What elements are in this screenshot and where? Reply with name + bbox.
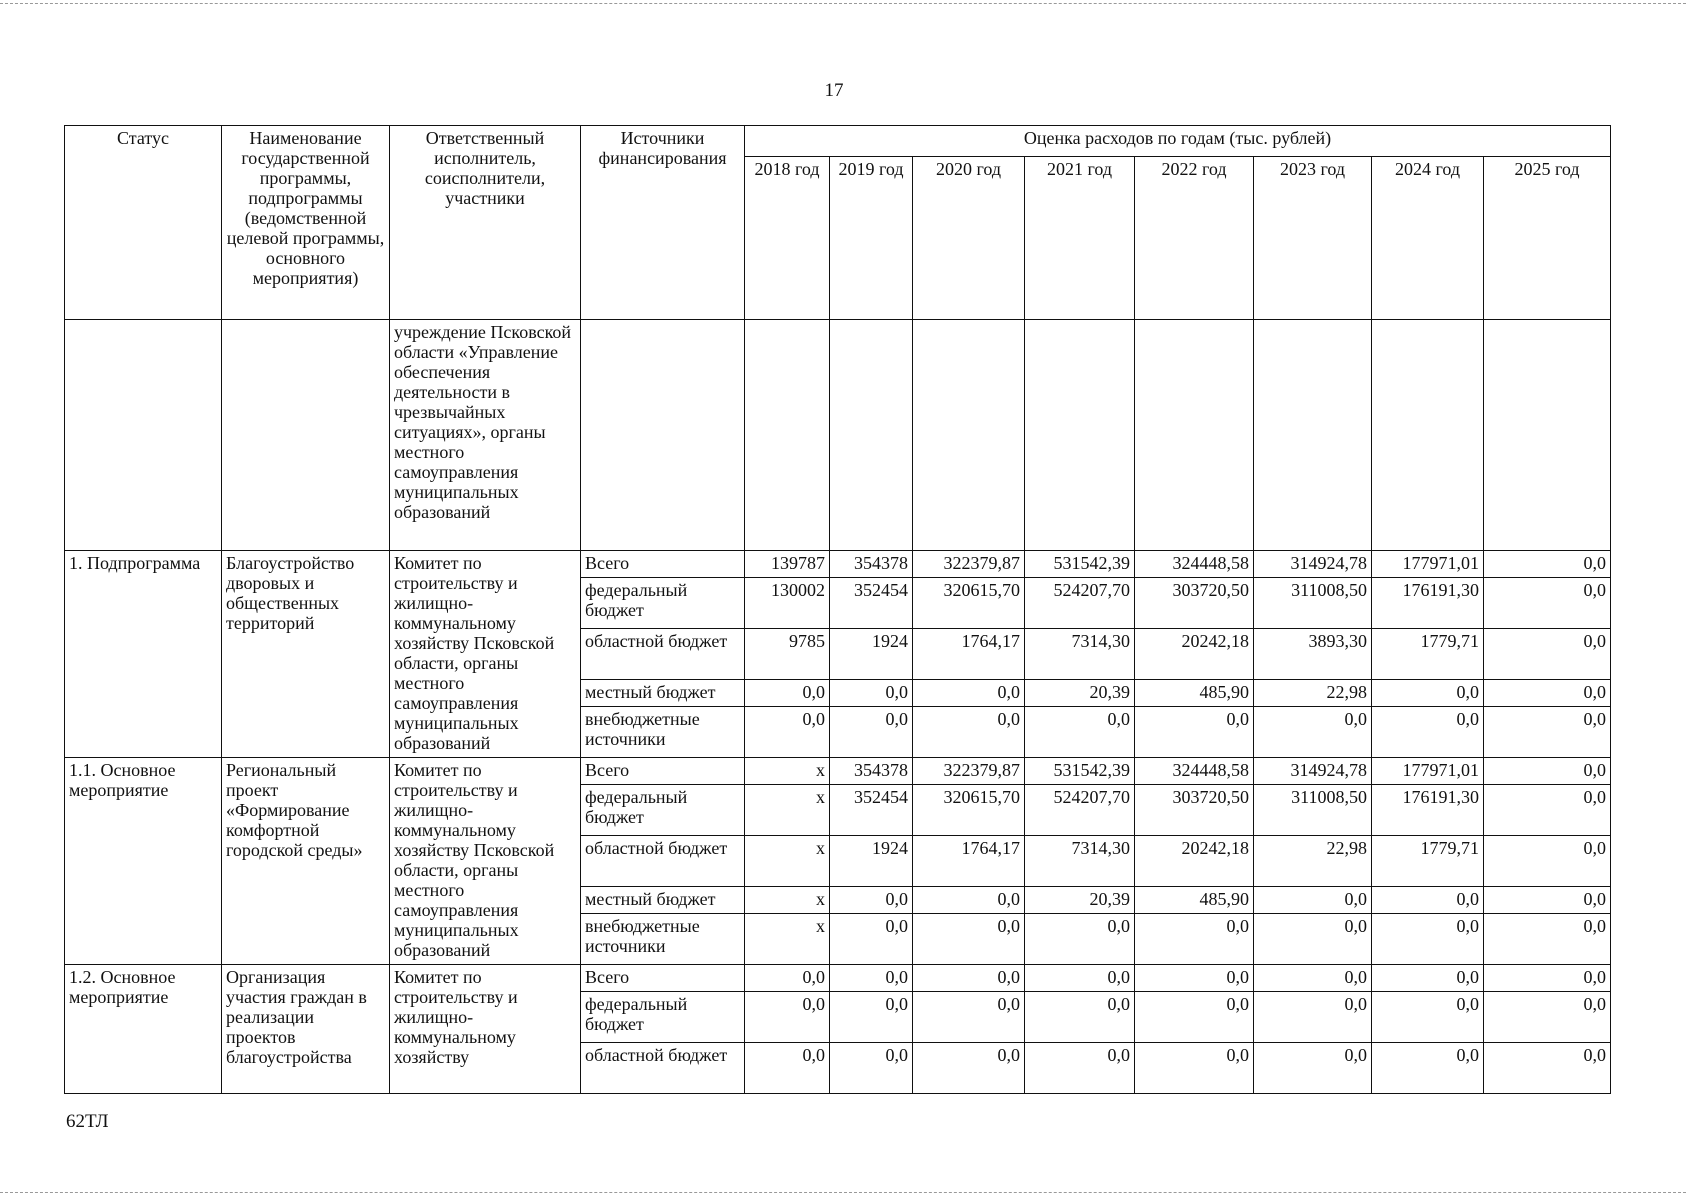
header-year-2021: 2021 год [1025, 157, 1135, 320]
value-cell: 0,0 [913, 914, 1025, 965]
header-year-2018: 2018 год [745, 157, 830, 320]
value-cell: 0,0 [913, 707, 1025, 758]
value-cell: 311008,50 [1254, 785, 1372, 836]
value-cell: x [745, 914, 830, 965]
value-cell: 0,0 [745, 680, 830, 707]
value-cell: 0,0 [1484, 629, 1611, 680]
table-row [65, 551, 1611, 578]
value-cell: 303720,50 [1135, 785, 1254, 836]
continuation-executor: учреждение Псковской области «Управление обеспечения деятельности в чрезвычайных ситуациях», органы местного самоуправления муниципальных образований [390, 320, 581, 551]
value-cell: 0,0 [1484, 707, 1611, 758]
table-row [65, 758, 1611, 785]
value-cell: 1764,17 [913, 629, 1025, 680]
empty-cell [1484, 320, 1611, 551]
footer-code: 62ТЛ [66, 1111, 109, 1132]
value-cell: 0,0 [1484, 1043, 1611, 1094]
section-executor: Комитет по строительству и жилищно-коммунальному хозяйству [390, 965, 581, 1094]
value-cell: 0,0 [1135, 992, 1254, 1043]
value-cell: 0,0 [1372, 914, 1484, 965]
value-cell: 0,0 [1372, 887, 1484, 914]
value-cell: 1779,71 [1372, 836, 1484, 887]
value-cell: 531542,39 [1025, 758, 1135, 785]
value-cell: 0,0 [1254, 992, 1372, 1043]
value-cell: 0,0 [830, 680, 913, 707]
source-label: федеральный бюджет [581, 785, 745, 836]
value-cell: 320615,70 [913, 785, 1025, 836]
value-cell: 20242,18 [1135, 629, 1254, 680]
value-cell: 0,0 [1135, 707, 1254, 758]
value-cell: 176191,30 [1372, 578, 1484, 629]
value-cell: 0,0 [1254, 914, 1372, 965]
value-cell: 7314,30 [1025, 836, 1135, 887]
value-cell: x [745, 836, 830, 887]
section-name: Организация участия граждан в реализации проектов благоустройства [222, 965, 390, 1094]
source-label: областной бюджет [581, 1043, 745, 1094]
value-cell: 0,0 [913, 680, 1025, 707]
empty-cell [830, 320, 913, 551]
source-label: областной бюджет [581, 629, 745, 680]
source-label: местный бюджет [581, 887, 745, 914]
value-cell: 22,98 [1254, 836, 1372, 887]
value-cell: 354378 [830, 758, 913, 785]
value-cell: 3893,30 [1254, 629, 1372, 680]
value-cell: 176191,30 [1372, 785, 1484, 836]
section-status: 1. Подпрограмма [65, 551, 222, 758]
value-cell: 177971,01 [1372, 551, 1484, 578]
header-year-2024: 2024 год [1372, 157, 1484, 320]
value-cell: 0,0 [745, 992, 830, 1043]
source-label: внебюджетные источники [581, 914, 745, 965]
scan-edge-top [0, 3, 1686, 4]
source-label: федеральный бюджет [581, 992, 745, 1043]
empty-cell [1372, 320, 1484, 551]
value-cell: 0,0 [1135, 965, 1254, 992]
value-cell: 303720,50 [1135, 578, 1254, 629]
value-cell: 0,0 [745, 707, 830, 758]
section-executor: Комитет по строительству и жилищно-коммунальному хозяйству Псковской области, органы местного самоуправления муниципальных образований [390, 551, 581, 758]
value-cell: 0,0 [1484, 551, 1611, 578]
value-cell: 1779,71 [1372, 629, 1484, 680]
header-sources: Источники финансирования [581, 126, 745, 320]
value-cell: 352454 [830, 578, 913, 629]
header-year-2019: 2019 год [830, 157, 913, 320]
header-estimate: Оценка расходов по годам (тыс. рублей) [745, 126, 1611, 157]
empty-cell [581, 320, 745, 551]
value-cell: 0,0 [1025, 707, 1135, 758]
value-cell: 0,0 [1025, 965, 1135, 992]
value-cell: 1764,17 [913, 836, 1025, 887]
value-cell: 0,0 [1025, 1043, 1135, 1094]
section-status: 1.1. Основное мероприятие [65, 758, 222, 965]
value-cell: 0,0 [1484, 680, 1611, 707]
value-cell: 0,0 [830, 887, 913, 914]
empty-cell [1254, 320, 1372, 551]
source-label: Всего [581, 965, 745, 992]
value-cell: 0,0 [1372, 992, 1484, 1043]
value-cell: 20,39 [1025, 887, 1135, 914]
value-cell: 485,90 [1135, 887, 1254, 914]
value-cell: 0,0 [1484, 992, 1611, 1043]
value-cell: 320615,70 [913, 578, 1025, 629]
value-cell: 20,39 [1025, 680, 1135, 707]
source-label: местный бюджет [581, 680, 745, 707]
section-name: Благоустройство дворовых и общественных территорий [222, 551, 390, 758]
section-status: 1.2. Основное мероприятие [65, 965, 222, 1094]
value-cell: 0,0 [1372, 1043, 1484, 1094]
empty-cell [222, 320, 390, 551]
empty-cell [745, 320, 830, 551]
value-cell: 322379,87 [913, 551, 1025, 578]
value-cell: 0,0 [1254, 707, 1372, 758]
value-cell: 0,0 [1484, 887, 1611, 914]
header-executor: Ответственный исполнитель, соисполнители, участники [390, 126, 581, 320]
value-cell: 1924 [830, 836, 913, 887]
header-year-2025: 2025 год [1484, 157, 1611, 320]
value-cell: 0,0 [830, 965, 913, 992]
scan-edge-bottom [0, 1192, 1686, 1193]
value-cell: 0,0 [830, 914, 913, 965]
value-cell: 0,0 [1372, 680, 1484, 707]
value-cell: 0,0 [1484, 578, 1611, 629]
value-cell: 0,0 [1484, 758, 1611, 785]
value-cell: 314924,78 [1254, 758, 1372, 785]
header-status: Статус [65, 126, 222, 320]
value-cell: 354378 [830, 551, 913, 578]
value-cell: 20242,18 [1135, 836, 1254, 887]
value-cell: x [745, 758, 830, 785]
value-cell: 0,0 [745, 965, 830, 992]
value-cell: 130002 [745, 578, 830, 629]
table-row [65, 965, 1611, 992]
value-cell: 1924 [830, 629, 913, 680]
value-cell: 0,0 [830, 707, 913, 758]
value-cell: 524207,70 [1025, 785, 1135, 836]
value-cell: 0,0 [913, 992, 1025, 1043]
value-cell: 0,0 [1484, 965, 1611, 992]
value-cell: 324448,58 [1135, 551, 1254, 578]
value-cell: 0,0 [830, 992, 913, 1043]
header-year-2022: 2022 год [1135, 157, 1254, 320]
value-cell: 0,0 [1025, 992, 1135, 1043]
value-cell: 314924,78 [1254, 551, 1372, 578]
value-cell: 139787 [745, 551, 830, 578]
value-cell: 7314,30 [1025, 629, 1135, 680]
header-year-2023: 2023 год [1254, 157, 1372, 320]
section-executor: Комитет по строительству и жилищно-коммунальному хозяйству Псковской области, органы местного самоуправления муниципальных образований [390, 758, 581, 965]
value-cell: 0,0 [1254, 887, 1372, 914]
empty-cell [913, 320, 1025, 551]
value-cell: 0,0 [1372, 707, 1484, 758]
value-cell: 0,0 [1254, 1043, 1372, 1094]
value-cell: 0,0 [1372, 965, 1484, 992]
empty-cell [1135, 320, 1254, 551]
source-label: внебюджетные источники [581, 707, 745, 758]
value-cell: 0,0 [745, 1043, 830, 1094]
source-label: Всего [581, 758, 745, 785]
source-label: федеральный бюджет [581, 578, 745, 629]
value-cell: 524207,70 [1025, 578, 1135, 629]
value-cell: 324448,58 [1135, 758, 1254, 785]
value-cell: 0,0 [1254, 965, 1372, 992]
header-program-name: Наименование государственной программы, подпрограммы (ведомственной целевой программы, основного мероприятия) [222, 126, 390, 320]
value-cell: x [745, 785, 830, 836]
value-cell: 0,0 [1135, 914, 1254, 965]
value-cell: 0,0 [1025, 914, 1135, 965]
value-cell: 0,0 [913, 965, 1025, 992]
value-cell: 322379,87 [913, 758, 1025, 785]
budget-table [64, 125, 1611, 1094]
continuation-row [65, 320, 1611, 551]
value-cell: 0,0 [913, 887, 1025, 914]
header-year-2020: 2020 год [913, 157, 1025, 320]
empty-cell [65, 320, 222, 551]
source-label: Всего [581, 551, 745, 578]
empty-cell [1025, 320, 1135, 551]
value-cell: 0,0 [1484, 785, 1611, 836]
section-name: Региональный проект «Формирование комфортной городской среды» [222, 758, 390, 965]
value-cell: 22,98 [1254, 680, 1372, 707]
value-cell: 0,0 [913, 1043, 1025, 1094]
value-cell: 0,0 [1135, 1043, 1254, 1094]
page-number: 17 [824, 80, 844, 101]
value-cell: 531542,39 [1025, 551, 1135, 578]
value-cell: 0,0 [1484, 914, 1611, 965]
value-cell: x [745, 887, 830, 914]
value-cell: 352454 [830, 785, 913, 836]
value-cell: 0,0 [830, 1043, 913, 1094]
value-cell: 0,0 [1484, 836, 1611, 887]
source-label: областной бюджет [581, 836, 745, 887]
value-cell: 311008,50 [1254, 578, 1372, 629]
value-cell: 9785 [745, 629, 830, 680]
value-cell: 177971,01 [1372, 758, 1484, 785]
value-cell: 485,90 [1135, 680, 1254, 707]
